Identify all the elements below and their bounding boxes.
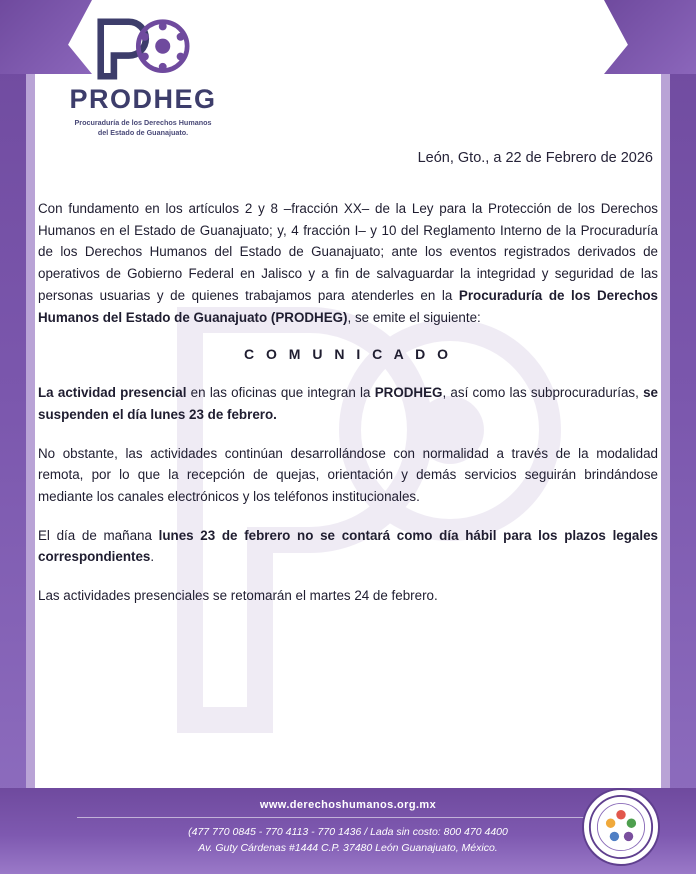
paragraph-2: No obstante, las actividades continúan desarrollándose con normalidad a través de la modalidad remota, por lo que la recepción de quejas, orientación y demás servicios seguirán brindándose mediante los canales electrónicos y los teléfonos institucionales. (38, 445, 658, 505)
footer-website[interactable]: www.derechoshumanos.org.mx (259, 799, 437, 811)
footer-address: Av. Guty Cárdenas #1444 C.P. 37480 León Guanajuato, México. (198, 841, 498, 854)
p1-bold1: La actividad presencial (38, 385, 187, 401)
paragraph-3 (35, 525, 661, 568)
prodheg-logo-icon (48, 18, 238, 80)
organization-subtitle (48, 118, 238, 137)
p1-part2: , así como las subprocuradurías, (442, 385, 644, 401)
p3-bold1: lunes 23 de febrero no se contará como día hábil para los plazos legales correspondientes (38, 527, 658, 565)
dateline: León, Gto., a 22 de Febrero de 2026 (417, 150, 653, 166)
p3-part2: . (150, 549, 155, 565)
p1-part1: en las oficinas que integran la (186, 385, 375, 401)
intro-paragraph (35, 198, 661, 328)
paragraph-1 (35, 382, 661, 425)
right-edge-bar (670, 0, 696, 874)
organization-logo (48, 18, 238, 137)
p3-part1: El día de mañana (38, 527, 159, 543)
p1-bold2: PRODHEG (374, 385, 443, 401)
intro-part1: Con fundamento en los artículos 2 y 8 –fracción XX– de la Ley para la Protección de los Derechos Humanos en el Estado de Guanajuato; y, 4 fracción I– y 10 del Reglamento Interno de la Procuraduría de los Derechos Humanos del Estado de Guanajuato; ante los eventos registrados derivados de operativos de Gobierno Federal en Jalisco y a fin de salvaguardar la integridad y seguridad de las personas usuarias y de quienes trabajamos para atenderles en la (38, 201, 658, 303)
top-right-ribbon (604, 0, 696, 86)
organization-subtitle-line1: Procuraduría de los Derechos Humanos (74, 118, 212, 127)
paragraph-4: Las actividades presenciales se retomarán el martes 24 de febrero. (38, 588, 438, 604)
p1-bold3: se suspenden el día lunes 23 de febrero. (38, 385, 658, 422)
footer-divider (77, 817, 620, 818)
organization-acronym: PRODHEG (69, 84, 217, 114)
organization-subtitle-line2: del Estado de Guanajuato. (97, 127, 189, 137)
certification-seal-icon (582, 788, 660, 866)
left-inner-bar (26, 0, 35, 874)
intro-part2: , se emite el siguiente: (347, 309, 481, 325)
footer (0, 788, 696, 874)
right-inner-bar (661, 0, 670, 874)
intro-bold1: Procuraduría de los Derechos Humanos del Estado de Guanajuato (PRODHEG) (38, 287, 658, 325)
document-body (35, 150, 661, 624)
footer-phones: (477 770 0845 - 770 4113 - 770 1436 / Lada sin costo: 800 470 4400 (188, 826, 508, 838)
left-edge-bar (0, 0, 26, 874)
page-title: C O M U N I C A D O (244, 346, 452, 363)
